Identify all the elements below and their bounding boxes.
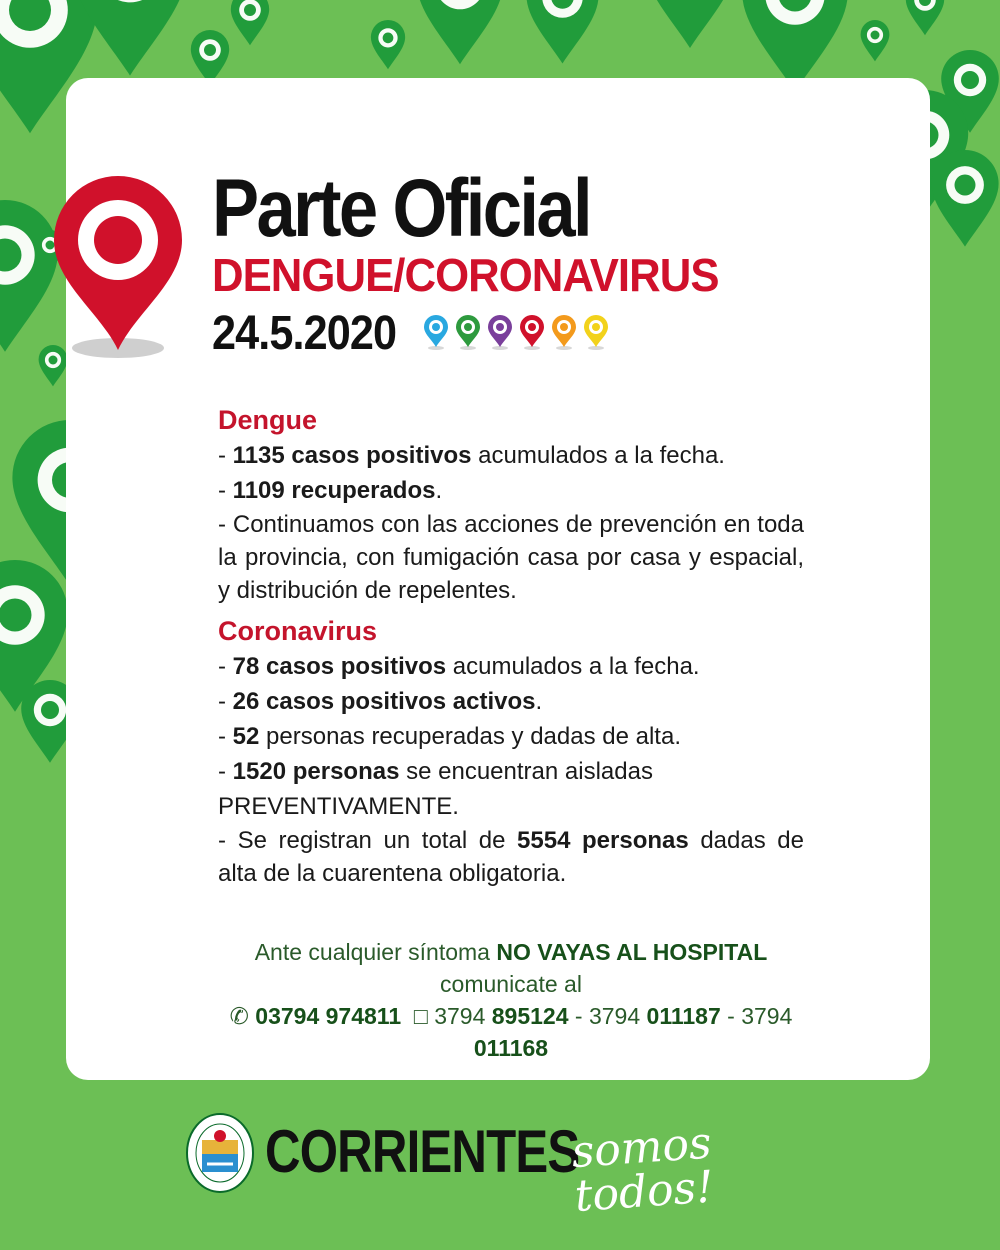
page-subtitle: DENGUE/CORONAVIRUS — [212, 249, 719, 301]
province-seal-icon — [185, 1112, 255, 1194]
coronavirus-heading: Coronavirus — [218, 616, 378, 646]
hospital-warning: NO VAYAS AL HOSPITAL — [496, 939, 768, 965]
dengue-recovered: - 1109 recuperados. — [218, 477, 443, 504]
dengue-heading: Dengue — [218, 405, 318, 435]
colored-pin-icon — [518, 314, 546, 350]
colored-pin-icon — [454, 314, 482, 350]
contact-info — [218, 936, 804, 1064]
covid-active: - 26 casos positivos activos. — [218, 688, 543, 715]
report-date: 24.5.2020 — [212, 307, 397, 360]
slogan: somos todos! — [569, 1117, 716, 1223]
colored-pin-icon — [422, 314, 450, 350]
covid-isolated: - 1520 personas se encuentran aisladas PREVENTIVAMENTE. — [218, 758, 653, 820]
dengue-actions: - Continuamos con las acciones de prevención en toda la provincia, con fumigación casa por casa y espacial, y distribución de repelentes. — [218, 511, 804, 604]
page-title: Parte Oficial — [212, 163, 591, 254]
phone-icon: ✆ — [229, 1003, 249, 1029]
location-pin-icon — [48, 172, 188, 362]
covid-cases: - 78 casos positivos acumulados a la fecha. — [218, 653, 700, 680]
phone-main: 03794 974811 — [255, 1003, 402, 1029]
covid-discharged: - Se registran un total de 5554 personas dadas de alta de la cuarentena obligatoria. — [218, 827, 805, 887]
dengue-cases: - 1135 casos positivos acumulados a la fecha. — [218, 442, 725, 469]
report-content — [218, 402, 804, 890]
colored-pin-icon — [550, 314, 578, 350]
colored-pin-icon — [582, 314, 610, 350]
phone-line: ✆ 03794 974811 □ 3794 895124 - 3794 011187 - 3794 011168 — [229, 1003, 793, 1061]
covid-recovered: - 52 personas recuperadas y dadas de alta. — [218, 723, 681, 750]
contact-line: Ante cualquier síntoma NO VAYAS AL HOSPITAL comunicate al — [254, 939, 768, 997]
brand-name: CORRIENTES — [265, 1118, 580, 1185]
colored-pins-row — [422, 314, 610, 350]
mobile-icon: □ — [413, 1003, 428, 1029]
footer — [185, 1108, 835, 1223]
colored-pin-icon — [486, 314, 514, 350]
